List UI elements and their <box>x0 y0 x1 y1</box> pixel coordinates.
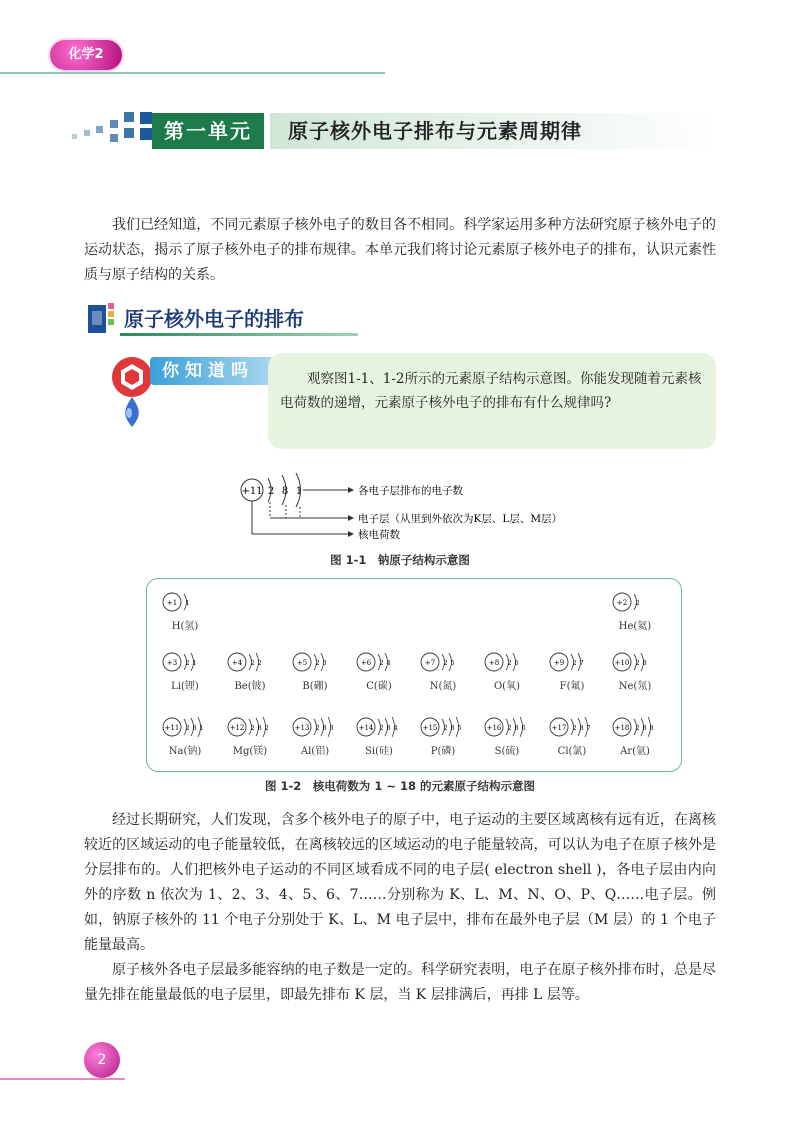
shell-electron-count: 8 <box>450 724 455 732</box>
book-badge: 化学2 <box>50 40 122 70</box>
annotation-charge: 核电荷数 <box>358 529 400 541</box>
shell-electron-count: 2 <box>185 724 190 732</box>
nucleus-charge: +15 <box>422 724 438 732</box>
shell-electron-count: 8 <box>192 724 197 732</box>
nucleus-charge: +7 <box>424 659 436 667</box>
nucleus-charge: +14 <box>358 724 374 732</box>
atom-diagram <box>413 649 473 692</box>
shell-electron-count: 2 <box>257 659 262 667</box>
atom-label: Cl(氯) <box>557 746 587 757</box>
nucleus-charge: +16 <box>486 724 502 732</box>
shell-electron-count: 8 <box>257 724 262 732</box>
figure2-caption: 图 1-2 核电荷数为 1 ~ 18 的元素原子结构示意图 <box>265 779 535 793</box>
section-icon <box>88 301 118 335</box>
atom-label: Si(硅) <box>365 746 393 757</box>
atom-label: Mg(镁) <box>232 746 268 757</box>
shell-electron-count: 1 <box>185 599 190 607</box>
figure1-caption: 图 1-1 钠原子结构示意图 <box>330 553 470 567</box>
shell-electron-count: 2 <box>250 724 255 732</box>
atom-diagram <box>285 649 345 692</box>
shell-electron-count: 2 <box>635 724 640 732</box>
did-you-know-text: 观察图1-1、1-2所示的元素原子结构示意图。你能发现随着元素核电荷数的递增，元素原子核外电子的排布有什么规律吗? <box>280 371 702 411</box>
shell-electron-count: 2 <box>185 659 190 667</box>
nucleus-charge: +11 <box>164 724 180 732</box>
shell-count-l: 8 <box>281 486 289 497</box>
atom-diagram <box>477 714 537 757</box>
unit-decoration-tiles <box>58 108 158 152</box>
shell-electron-count: 6 <box>521 724 526 732</box>
shell-electron-count: 3 <box>329 724 334 732</box>
shell-electron-count: 2 <box>635 659 640 667</box>
annotation-counts: 各电子层排布的电子数 <box>358 485 463 497</box>
atom-label: H(氢) <box>171 621 199 632</box>
atom-diagram <box>605 589 665 632</box>
atom-diagram <box>220 649 280 692</box>
atom-diagram <box>155 589 215 632</box>
atom-label: Be(铍) <box>234 681 266 692</box>
shell-electron-count: 2 <box>379 724 384 732</box>
atom-label: S(硫) <box>494 746 520 757</box>
shell-electron-count: 2 <box>635 599 640 607</box>
nucleus-charge: +2 <box>616 599 628 607</box>
section-underline <box>120 333 358 336</box>
shell-electron-count: 8 <box>322 724 327 732</box>
shell-electron-count: 8 <box>579 724 584 732</box>
nucleus-charge: +12 <box>229 724 245 732</box>
did-you-know-label: 你知道吗 <box>150 357 307 385</box>
atom-diagram <box>155 714 215 757</box>
atom-label: N(氮) <box>429 681 457 692</box>
unit-label: 第一单元 <box>152 113 264 149</box>
atom-label: F(氟) <box>559 681 585 692</box>
shell-electron-count: 2 <box>250 659 255 667</box>
section-title: 原子核外电子的排布 <box>124 307 304 331</box>
atom-diagram <box>155 649 215 692</box>
shell-electron-count: 6 <box>514 659 519 667</box>
page-number: 2 <box>84 1042 120 1078</box>
nucleus-charge: +11 <box>241 486 263 497</box>
did-you-know-box <box>268 353 716 449</box>
shell-electron-count: 2 <box>315 724 320 732</box>
shell-electron-count: 8 <box>649 724 654 732</box>
shell-electron-count: 2 <box>315 659 320 667</box>
shell-electron-count: 2 <box>379 659 384 667</box>
atom-label: Ar(氩) <box>620 746 650 757</box>
shell-electron-count: 8 <box>642 659 647 667</box>
body-paragraph-2: 原子核外各电子层最多能容纳的电子数是一定的。科学研究表明，电子在原子核外排布时，总是尽量先排在能量最低的电子层里，即最先排布 K 层，当 K 层排满后，再排 L 层等。 <box>84 962 716 1003</box>
shell-electron-count: 2 <box>443 724 448 732</box>
atom-diagram <box>413 714 473 757</box>
shell-electron-count: 8 <box>386 724 391 732</box>
annotation-shells: 电子层（从里到外依次为K层、L层、M层） <box>358 513 563 525</box>
atom-diagram <box>542 714 602 757</box>
atomic-structure-grid <box>146 578 682 772</box>
shell-electron-count: 2 <box>507 724 512 732</box>
atom-label: B(硼) <box>302 681 328 692</box>
sodium-atom-diagram <box>230 470 610 542</box>
shell-electron-count: 2 <box>507 659 512 667</box>
shell-electron-count: 7 <box>586 724 591 732</box>
atom-diagram <box>285 714 345 757</box>
nucleus-charge: +13 <box>294 724 310 732</box>
shell-electron-count: 7 <box>579 659 584 667</box>
nucleus-charge: +3 <box>166 659 178 667</box>
nucleus-charge: +10 <box>614 659 630 667</box>
shell-electron-count: 4 <box>386 659 391 667</box>
shell-electron-count: 4 <box>393 724 398 732</box>
shell-electron-count: 8 <box>514 724 519 732</box>
atom-diagram <box>605 714 665 757</box>
nucleus-charge: +1 <box>166 599 178 607</box>
atom-label: Ne(氖) <box>618 681 652 692</box>
nucleus-charge: +9 <box>553 659 565 667</box>
atom-label: Li(锂) <box>171 681 199 692</box>
nucleus-charge: +6 <box>360 659 372 667</box>
atom-label: P(磷) <box>430 746 456 757</box>
atom-diagram <box>605 649 665 692</box>
shell-electron-count: 2 <box>572 659 577 667</box>
atom-label: Na(钠) <box>168 746 202 757</box>
atom-label: Al(铝) <box>300 746 330 757</box>
atom-diagram <box>542 649 602 692</box>
atom-diagram <box>349 714 409 757</box>
atom-label: He(氦) <box>618 621 652 632</box>
atom-diagram <box>477 649 537 692</box>
shell-electron-count: 2 <box>443 659 448 667</box>
atom-label: C(碳) <box>366 681 392 692</box>
shell-electron-count: 2 <box>572 724 577 732</box>
footer-rule <box>0 1078 125 1080</box>
shell-electron-count: 3 <box>322 659 327 667</box>
nucleus-charge: +8 <box>488 659 500 667</box>
intro-paragraph: 我们已经知道，不同元素原子核外电子的数目各不相同。科学家运用多种方法研究原子核外电子的运动状态，揭示了原子核外电子的排布规律。本单元我们将讨论元素原子核外电子的排布，认识元素性质与原子结构的关系。 <box>84 217 716 283</box>
shell-count-m: 1 <box>295 486 303 497</box>
atom-label: O(氧) <box>493 681 520 692</box>
shell-electron-count: 2 <box>264 724 269 732</box>
unit-title: 原子核外电子排布与元素周期律 <box>270 113 718 149</box>
shell-electron-count: 5 <box>457 724 462 732</box>
atom-diagram <box>349 649 409 692</box>
section-heading <box>88 299 358 339</box>
shell-count-k: 2 <box>267 486 275 497</box>
shell-electron-count: 5 <box>450 659 455 667</box>
nucleus-charge: +18 <box>614 724 630 732</box>
light-bulb-icon <box>110 355 154 430</box>
header-rule <box>0 72 385 74</box>
nucleus-charge: +5 <box>296 659 308 667</box>
body-paragraph-1: 经过长期研究，人们发现，含多个核外电子的原子中，电子运动的主要区域离核有远有近，在离核较近的区域运动的电子能量较低，在离核较远的区域运动的电子能量较高，可以认为电子在原子核外是分层排布的。人们把核外电子运动的不同区域看成不同的电子层( electron shell )，各电子层由内向外的序数 n 依次为 1、2、3、4、5、6、7……分别称为 K、L、M、N、O、P、Q……电子层。例如，钠原子核外的 11 个电子分别处于 K、L、M 电子层中，排布在最外电子层（M 层）的 1 个电子能量最高。 <box>84 812 716 953</box>
nucleus-charge: +17 <box>551 724 567 732</box>
atom-diagram <box>220 714 280 757</box>
shell-electron-count: 8 <box>642 724 647 732</box>
shell-electron-count: 1 <box>192 659 197 667</box>
shell-electron-count: 1 <box>199 724 204 732</box>
nucleus-charge: +4 <box>231 659 243 667</box>
